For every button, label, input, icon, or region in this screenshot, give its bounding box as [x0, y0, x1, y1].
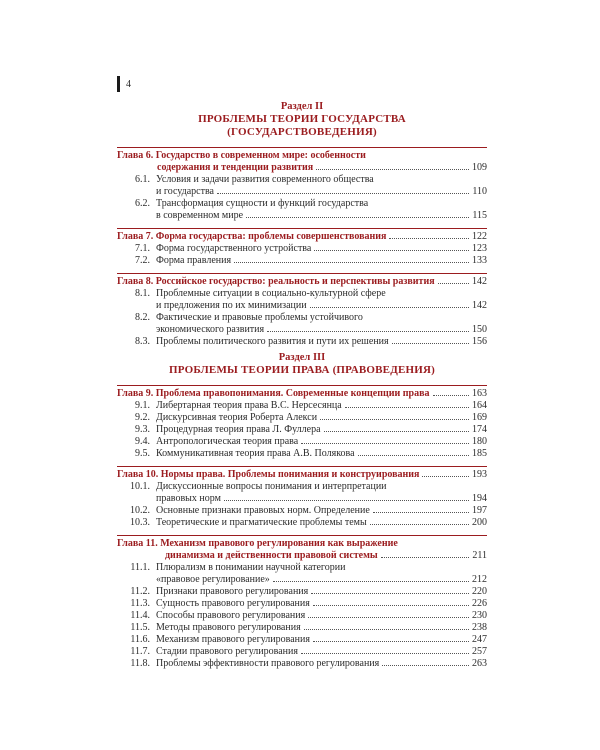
- toc-item-9-1[interactable]: [117, 400, 487, 412]
- item-text: Дискурсивная теория Роберта Алекси: [156, 412, 318, 423]
- toc-item-11-5[interactable]: [117, 634, 487, 646]
- leader-dots: [304, 629, 469, 630]
- item-text: Антропологическая теория права: [156, 436, 299, 447]
- leader-dots: [217, 193, 469, 194]
- section-3-heading: [117, 352, 487, 377]
- item-text-line2: правовых норм: [156, 493, 221, 504]
- item-text: Процедурная теория права Л. Фуллера: [156, 424, 321, 435]
- item-page: 110: [472, 186, 487, 197]
- item-text: Основные признаки правовых норм. Определение: [156, 505, 370, 516]
- chapter-6-title-line2: содержания и тенденции развития: [157, 162, 314, 173]
- item-page: 226: [472, 598, 487, 609]
- item-page: 220: [472, 586, 487, 597]
- chapter-11[interactable]: [117, 535, 487, 562]
- section-3-label: Раздел III: [278, 352, 326, 363]
- item-text: Механизм правового регулирования: [156, 634, 310, 645]
- item-page: 164: [472, 400, 487, 411]
- chapter-9-page: 163: [472, 388, 487, 399]
- item-page: 185: [472, 448, 487, 459]
- leader-dots: [314, 250, 469, 251]
- chapter-6-page: 109: [472, 162, 487, 173]
- item-page: 133: [472, 255, 487, 266]
- chapter-6-title-line1: Глава 6. Государство в современном мире: особенности: [117, 150, 366, 161]
- leader-dots: [438, 283, 469, 284]
- item-number: 6.1.: [135, 174, 150, 185]
- item-page: 263: [472, 658, 487, 669]
- section-2-title-line1: ПРОБЛЕМЫ ТЕОРИИ ГОСУДАРСТВА: [198, 113, 406, 125]
- toc-item-9-4[interactable]: [117, 436, 487, 448]
- leader-dots: [273, 581, 469, 582]
- leader-dots: [246, 217, 469, 218]
- toc-item-10-1[interactable]: [117, 481, 487, 505]
- leader-dots: [433, 395, 470, 396]
- item-page: 238: [472, 622, 487, 633]
- item-page: 142: [472, 300, 487, 311]
- leader-dots: [422, 476, 469, 477]
- item-number: 8.3.: [135, 336, 150, 347]
- item-page: 156: [472, 336, 487, 347]
- chapter-10[interactable]: [117, 466, 487, 481]
- item-page: 180: [472, 436, 487, 447]
- item-number: 8.1.: [135, 288, 150, 299]
- item-text: Стадии правового регулирования: [156, 646, 298, 657]
- toc-item-11-1[interactable]: [117, 586, 487, 598]
- item-text: Признаки правового регулирования: [156, 586, 309, 597]
- item-page: 123: [472, 243, 487, 254]
- leader-dots: [373, 512, 469, 513]
- chapter-11-title-line2: динамизма и действенности правовой системы: [165, 550, 378, 561]
- chapter-7-title: Глава 7. Форма государства: проблемы совершенствования: [117, 231, 387, 242]
- page-number: [117, 76, 131, 92]
- item-text: Коммуникативная теория права А.В. Полякова: [156, 448, 355, 459]
- item-number: 11.2.: [130, 586, 150, 597]
- leader-dots: [381, 557, 470, 558]
- leader-dots: [313, 605, 469, 606]
- item-number: 11.1.: [130, 562, 150, 573]
- item-text: Либертарная теория права В.С. Нерсесянца: [156, 400, 342, 411]
- item-text-line2: и предложения по их минимизации: [156, 300, 307, 311]
- item-text: Проблемы эффективности правового регулирования: [156, 658, 380, 669]
- toc-item-11-4[interactable]: [117, 622, 487, 634]
- item-text-line1: Плюрализм в понимании научной категории: [156, 562, 346, 573]
- leader-dots: [382, 665, 469, 666]
- item-page: 115: [472, 210, 487, 221]
- item-text-line1: Условия и задачи развития современного общества: [156, 174, 374, 185]
- chapter-8[interactable]: [117, 273, 487, 288]
- leader-dots: [389, 238, 469, 239]
- item-page: 247: [472, 634, 487, 645]
- item-number: 11.8.: [130, 658, 150, 669]
- item-page: 169: [472, 412, 487, 423]
- section-2-heading: [117, 101, 487, 139]
- toc-item-10-1[interactable]: [117, 505, 487, 517]
- item-page: 200: [472, 517, 487, 528]
- section-2-label: Раздел II: [280, 101, 324, 112]
- leader-dots: [392, 343, 469, 344]
- item-number: 11.7.: [130, 646, 150, 657]
- item-page: 150: [472, 324, 487, 335]
- toc-item-6-2[interactable]: [117, 198, 487, 222]
- item-number: 11.4.: [130, 610, 150, 621]
- item-number: 11.6.: [130, 634, 150, 645]
- toc-item-9-3[interactable]: [117, 424, 487, 436]
- item-number: 9.1.: [135, 400, 150, 411]
- item-text-line1: Фактические и правовые проблемы устойчивого: [156, 312, 363, 323]
- leader-dots: [267, 331, 469, 332]
- leader-dots: [370, 524, 469, 525]
- item-number: 9.2.: [135, 412, 150, 423]
- leader-dots: [234, 262, 469, 263]
- item-number: 11.5.: [130, 622, 150, 633]
- item-text: Методы правового регулирования: [156, 622, 301, 633]
- toc-item-8-3[interactable]: [117, 336, 487, 348]
- item-number: 10.2.: [130, 505, 150, 516]
- chapter-9[interactable]: [117, 385, 487, 400]
- leader-dots: [358, 455, 469, 456]
- leader-dots: [324, 431, 469, 432]
- leader-dots: [301, 653, 469, 654]
- item-number: 7.2.: [135, 255, 150, 266]
- leader-dots: [310, 307, 469, 308]
- item-number: 9.4.: [135, 436, 150, 447]
- item-page: 257: [472, 646, 487, 657]
- toc-item-11-6[interactable]: [117, 646, 487, 658]
- item-text-line2: «правовое регулирование»: [156, 574, 270, 585]
- item-number: 11.3.: [130, 598, 150, 609]
- item-page: 230: [472, 610, 487, 621]
- leader-dots: [345, 407, 469, 408]
- chapter-7-page: 122: [472, 231, 487, 242]
- chapter-8-page: 142: [472, 276, 487, 287]
- item-text: Форма государственного устройства: [156, 243, 312, 254]
- page-marker-bar: [117, 76, 120, 92]
- toc-item-10-2[interactable]: [117, 517, 487, 529]
- toc-item-8-1[interactable]: [117, 288, 487, 312]
- item-number: 10.1.: [130, 481, 150, 492]
- item-text: Способы правового регулирования: [156, 610, 306, 621]
- item-text-line1: Дискуссионные вопросы понимания и интерпретации: [156, 481, 387, 492]
- item-number: 10.3.: [130, 517, 150, 528]
- chapter-7[interactable]: [117, 228, 487, 243]
- item-number: 6.2.: [135, 198, 150, 209]
- toc-item-11-7[interactable]: [117, 658, 487, 670]
- toc-item-7-1[interactable]: [117, 243, 487, 255]
- leader-dots: [224, 500, 469, 501]
- item-text: Теоретические и прагматические проблемы темы: [156, 517, 367, 528]
- chapter-10-page: 193: [472, 469, 487, 480]
- table-of-contents: [117, 95, 487, 670]
- chapter-10-title: Глава 10. Нормы права. Проблемы понимания и конструирования: [117, 469, 420, 480]
- item-text: Сущность правового регулирования: [156, 598, 310, 609]
- leader-dots: [311, 593, 469, 594]
- item-number: 8.2.: [135, 312, 150, 323]
- leader-dots: [301, 443, 469, 444]
- item-text-line1: Трансформация сущности и функций государства: [156, 198, 369, 209]
- chapter-9-title: Глава 9. Проблема правопонимания. Современные концепции права: [117, 388, 430, 399]
- toc-item-11-3[interactable]: [117, 610, 487, 622]
- item-text-line2: в современном мире: [156, 210, 244, 221]
- chapter-8-title: Глава 8. Российское государство: реальность и перспективы развития: [117, 276, 435, 287]
- chapter-11-page: 211: [472, 550, 487, 561]
- item-text-line2: и государства: [156, 186, 214, 197]
- leader-dots: [308, 617, 469, 618]
- item-text-line2: экономического развития: [156, 324, 265, 335]
- section-3-title: ПРОБЛЕМЫ ТЕОРИИ ПРАВА (ПРАВОВЕДЕНИЯ): [168, 364, 436, 376]
- item-number: 7.1.: [135, 243, 150, 254]
- page-number-text: 4: [126, 78, 131, 90]
- toc-item-7-2[interactable]: [117, 255, 487, 267]
- leader-dots: [320, 419, 469, 420]
- item-page: 197: [472, 505, 487, 516]
- item-text: Форма правления: [156, 255, 232, 266]
- chapter-6[interactable]: [117, 147, 487, 174]
- toc-item-6-1[interactable]: [117, 174, 487, 198]
- chapter-11-title-line1: Глава 11. Механизм правового регулирования как выражение: [117, 538, 398, 549]
- leader-dots: [316, 169, 469, 170]
- item-text: Проблемы политического развития и пути их решения: [156, 336, 389, 347]
- item-number: 9.5.: [135, 448, 150, 459]
- item-number: 9.3.: [135, 424, 150, 435]
- section-2-title-line2: (ГОСУДАРСТВОВЕДЕНИЯ): [227, 126, 377, 138]
- toc-item-11-2[interactable]: [117, 598, 487, 610]
- item-page: 174: [472, 424, 487, 435]
- toc-item-8-2[interactable]: [117, 312, 487, 336]
- item-page: 194: [472, 493, 487, 504]
- leader-dots: [313, 641, 469, 642]
- toc-item-9-5[interactable]: [117, 448, 487, 460]
- item-page: 212: [472, 574, 487, 585]
- toc-item-11-1[interactable]: [117, 562, 487, 586]
- toc-item-9-2[interactable]: [117, 412, 487, 424]
- item-text-line1: Проблемные ситуации в социально-культурной сфере: [156, 288, 386, 299]
